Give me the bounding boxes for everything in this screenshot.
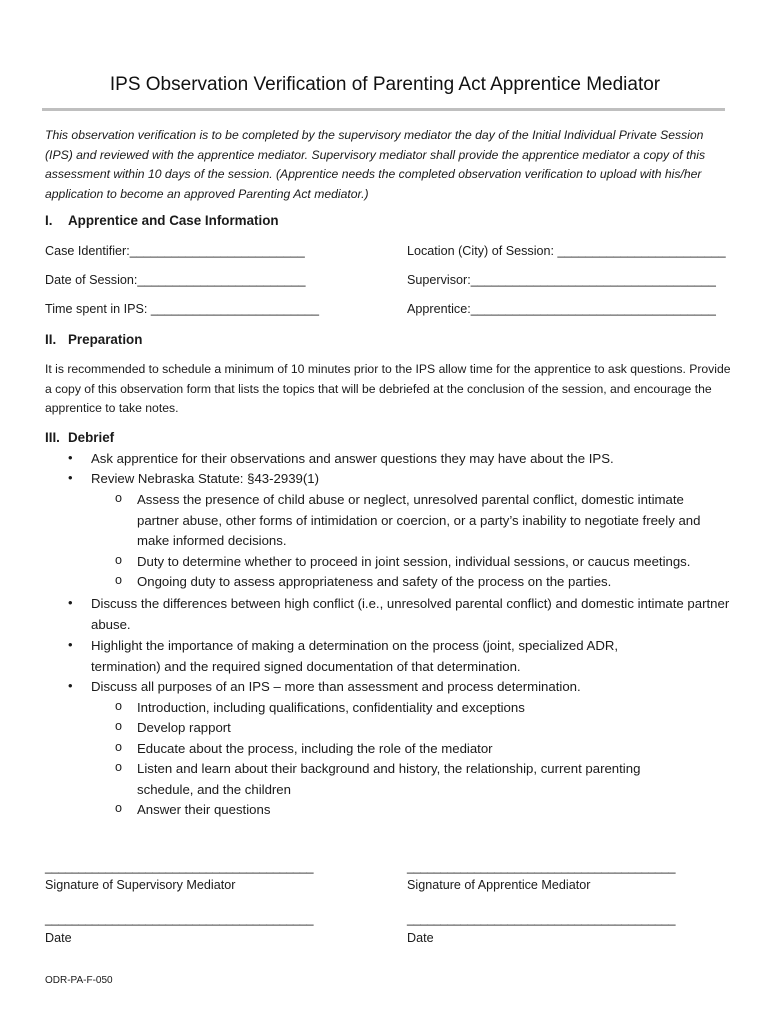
- supervisory-signature-line[interactable]: ________________________________________: [45, 860, 314, 874]
- bullet-icon: •: [68, 678, 73, 693]
- supervisory-date-label: Date: [45, 931, 72, 945]
- debrief-subitem: Develop rapport: [137, 720, 231, 735]
- section-3-number: III.: [45, 430, 60, 445]
- debrief-item: Review Nebraska Statute: §43-2939(1): [91, 471, 319, 486]
- debrief-item: Highlight the importance of making a determination on the process (joint, specialized ADR, termination) and the required signed documentation of that determination.: [91, 638, 619, 674]
- debrief-subitem: Duty to determine whether to proceed in joint session, individual sessions, or caucus meetings.: [137, 554, 691, 569]
- sub-bullet-icon: o: [115, 719, 123, 733]
- debrief-subitem: Answer their questions: [137, 802, 271, 817]
- time-spent-field[interactable]: Time spent in IPS: ________________________: [45, 302, 320, 316]
- debrief-subitem: Listen and learn about their background and history, the relationship, current parenting schedule, and the children: [137, 761, 641, 797]
- bullet-icon: •: [68, 470, 73, 485]
- section-2-number: II.: [45, 332, 57, 347]
- form-code: ODR-PA-F-050: [45, 975, 113, 986]
- section-3-heading: Debrief: [68, 430, 115, 445]
- bullet-icon: •: [68, 595, 73, 610]
- intro-paragraph: This observation verification is to be completed by the supervisory mediator the day of the Initial Individual Private Session (IPS) and reviewed with the apprentice mediator. Supervisory mediator shall provide the apprentice mediator a copy of this assessment within 10 days of the session. (Apprentice needs the completed observation verification to upload with his/her application to become an approved Parenting Act mediator.): [45, 128, 706, 201]
- page-title: IPS Observation Verification of Parenting Act Apprentice Mediator: [109, 74, 661, 95]
- case-identifier-field[interactable]: Case Identifier:_________________________: [45, 244, 305, 258]
- debrief-item: Discuss all purposes of an IPS – more than assessment and process determination.: [91, 679, 581, 694]
- apprentice-date-line[interactable]: ________________________________________: [407, 912, 676, 926]
- debrief-subitem: Introduction, including qualifications, confidentiality and exceptions: [137, 700, 525, 715]
- bullet-icon: •: [68, 637, 73, 652]
- section-1-heading: Apprentice and Case Information: [68, 213, 279, 228]
- debrief-subitem: Educate about the process, including the role of the mediator: [137, 741, 493, 756]
- sub-bullet-icon: o: [115, 491, 123, 505]
- supervisory-signature-label: Signature of Supervisory Mediator: [45, 878, 236, 892]
- sub-bullet-icon: o: [115, 699, 123, 713]
- debrief-item: Discuss the differences between high conflict (i.e., unresolved parental conflict) and domestic intimate partner abuse.: [91, 596, 730, 632]
- apprentice-date-label: Date: [407, 931, 434, 945]
- sub-bullet-icon: o: [115, 801, 123, 815]
- apprentice-field[interactable]: Apprentice:___________________________________: [407, 302, 716, 316]
- title-divider: [42, 108, 725, 111]
- debrief-subitem: Ongoing duty to assess appropriateness and safety of the process on the parties.: [137, 574, 612, 589]
- sub-bullet-icon: o: [115, 573, 123, 587]
- bullet-icon: •: [68, 450, 73, 465]
- apprentice-signature-line[interactable]: ________________________________________: [407, 860, 676, 874]
- debrief-item: Ask apprentice for their observations and answer questions they may have about the IPS.: [91, 451, 614, 466]
- date-of-session-field[interactable]: Date of Session:________________________: [45, 273, 306, 287]
- sub-bullet-icon: o: [115, 760, 123, 774]
- supervisor-field[interactable]: Supervisor:___________________________________: [407, 273, 716, 287]
- preparation-paragraph: It is recommended to schedule a minimum of 10 minutes prior to the IPS allow time for the apprentice to ask questions. Provide a copy of this observation form that lists the topics that will be debriefed at the conclusion of the session, and encourage the apprentice to take notes.: [45, 362, 731, 415]
- section-1-number: I.: [45, 213, 53, 228]
- sub-bullet-icon: o: [115, 553, 123, 567]
- location-field[interactable]: Location (City) of Session: ________________________: [407, 244, 726, 258]
- sub-bullet-icon: o: [115, 740, 123, 754]
- debrief-subitem: Assess the presence of child abuse or neglect, unresolved parental conflict, domestic intimate partner abuse, other forms of intimidation or coercion, or a party’s inability to negotiate freely and make informed decisions.: [137, 492, 701, 548]
- section-2-heading: Preparation: [68, 332, 143, 347]
- supervisory-date-line[interactable]: ________________________________________: [45, 912, 314, 926]
- apprentice-signature-label: Signature of Apprentice Mediator: [407, 878, 591, 892]
